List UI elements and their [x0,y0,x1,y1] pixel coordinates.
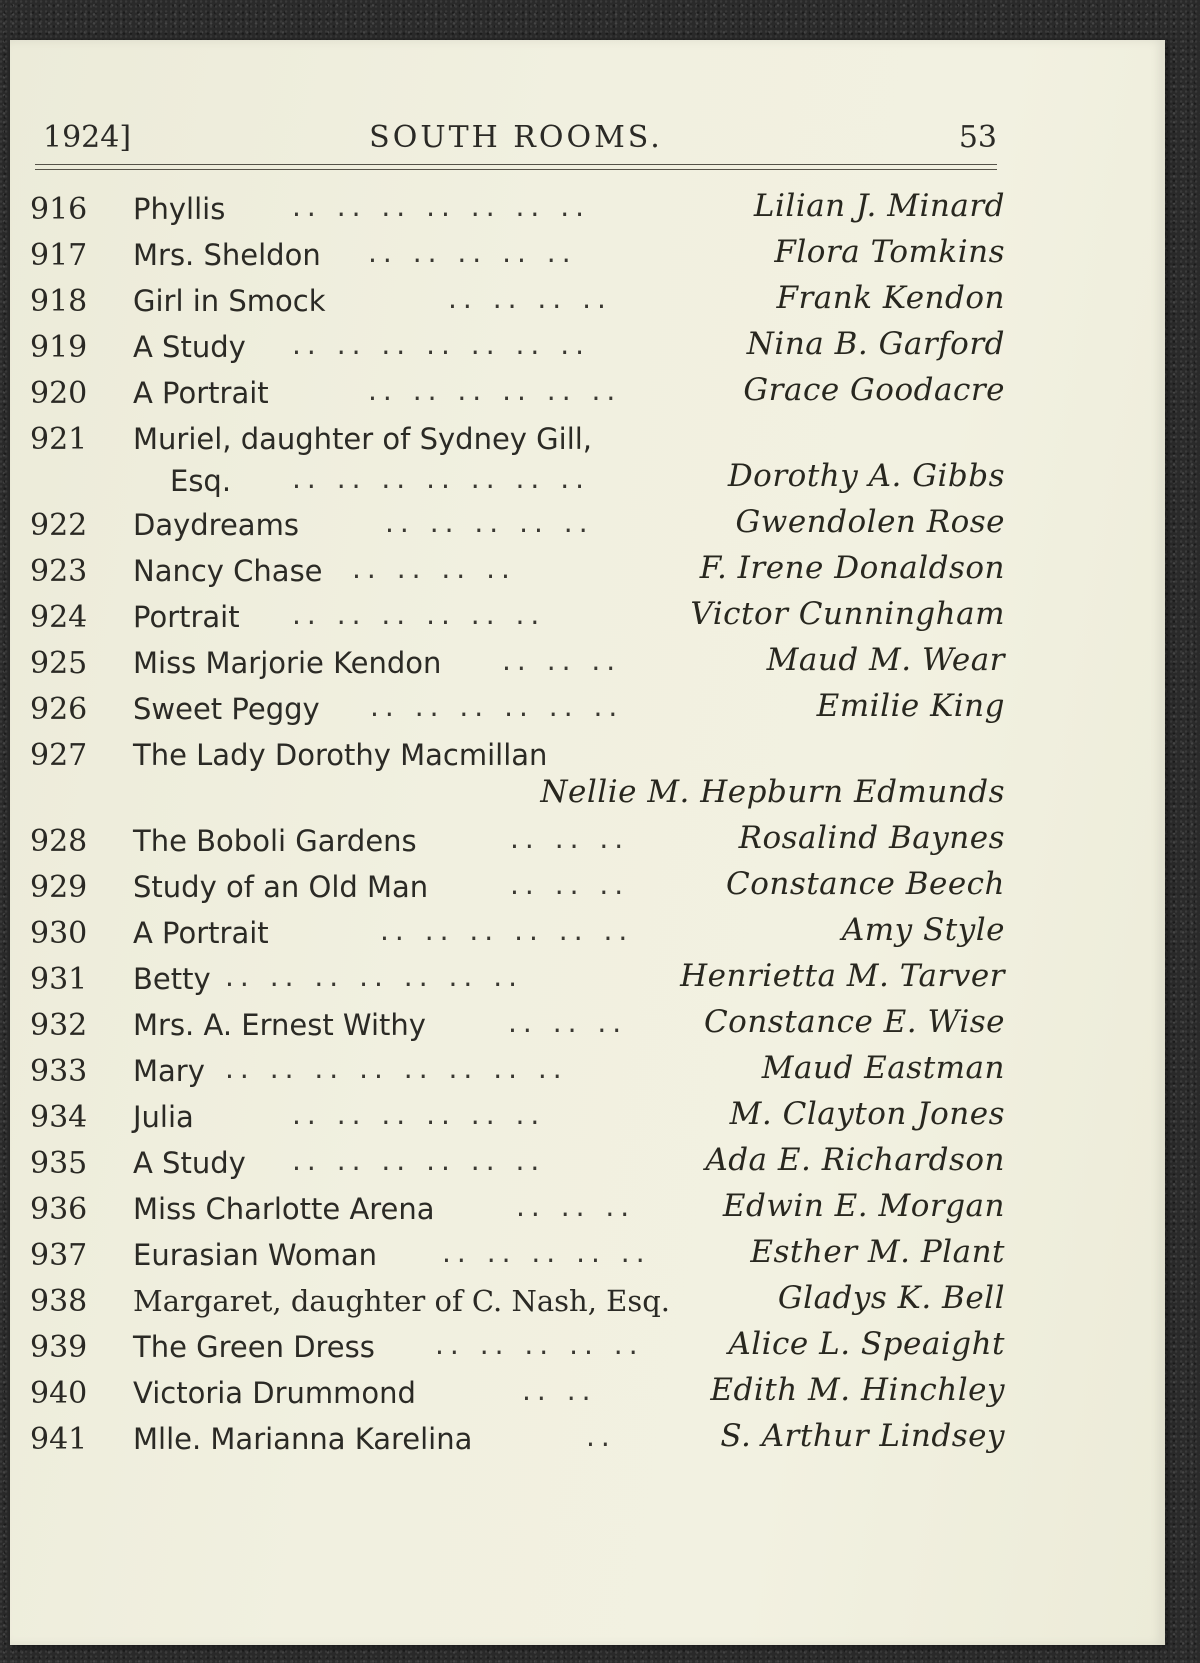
entry-number: 930 [30,916,88,951]
entry-artist: Maud Eastman [761,1050,1005,1086]
entry-title: Mlle. Marianna Karelina [133,1422,473,1456]
leader-dots: .. [586,1420,616,1453]
leader-dots: .. .. .. .. .. .. [368,374,622,407]
list-item [30,866,1005,912]
entry-title: Mary [133,1054,205,1088]
leader-dots: .. .. .. .. .. .. [380,914,634,947]
list-item [30,642,1005,688]
page-title: SOUTH ROOMS. [369,120,663,155]
list-item [30,1280,1005,1326]
entry-number: 939 [30,1330,88,1365]
leader-dots: .. .. .. .. .. [442,1236,651,1269]
entry-number: 924 [30,600,88,635]
list-item [30,326,1005,372]
entry-artist: Gwendolen Rose [735,504,1005,540]
entry-number: 938 [30,1284,88,1319]
entry-artist: Nellie M. Hepburn Edmunds [540,774,1005,810]
entry-artist: Emilie King [816,688,1005,724]
leader-dots: .. .. .. .. .. .. .. [292,328,591,361]
entry-number: 921 [30,422,88,457]
leader-dots: .. .. .. .. .. .. .. [292,462,591,495]
leader-dots: .. .. .. .. .. .. [292,1098,546,1131]
page-number: 53 [958,120,997,155]
entry-artist: Flora Tomkins [774,234,1005,270]
entry-number: 920 [30,376,88,411]
leader-dots: .. .. .. [502,644,622,677]
entry-title: The Boboli Gardens [133,824,417,858]
entry-number: 934 [30,1100,88,1135]
leader-dots: .. .. .. .. .. .. .. [225,960,524,993]
entry-list [30,188,1005,1464]
leader-dots: .. .. .. .. .. .. .. .. [225,1052,568,1085]
entry-artist: Edith M. Hinchley [710,1372,1005,1408]
leader-dots: .. .. .. .. .. [368,236,577,269]
leader-dots: .. .. .. [510,868,630,901]
list-item [30,1004,1005,1050]
list-item [30,596,1005,642]
leader-dots: .. .. [522,1374,597,1407]
entry-artist: Dorothy A. Gibbs [727,458,1005,494]
list-item [30,550,1005,596]
entry-title: A Study [133,330,246,364]
leader-dots: .. .. .. .. [448,282,612,315]
entry-artist: Ada E. Richardson [705,1142,1005,1178]
entry-artist: Alice L. Speaight [728,1326,1005,1362]
list-item [30,1050,1005,1096]
entry-title: Miss Marjorie Kendon [133,646,442,680]
entry-number: 918 [30,284,88,319]
entry-number: 931 [30,962,88,997]
list-item [30,1142,1005,1188]
leader-dots: .. .. .. .. .. .. [370,690,624,723]
entry-title: A Portrait [133,916,269,950]
leader-dots: .. .. .. [516,1190,636,1223]
list-item [30,820,1005,866]
entry-title: The Lady Dorothy Macmillan [133,738,548,772]
entry-artist: Nina B. Garford [746,326,1005,362]
entry-title: Phyllis [133,192,226,226]
entry-title: Sweet Peggy [133,692,320,726]
entry-title: Eurasian Woman [133,1238,378,1272]
leader-dots: .. .. .. .. .. [435,1328,644,1361]
header-rule-top [35,164,997,165]
entry-artist: M. Clayton Jones [729,1096,1005,1132]
entry-title: Daydreams [133,508,299,542]
entry-number: 937 [30,1238,88,1273]
list-item [30,1234,1005,1280]
entry-artist: S. Arthur Lindsey [720,1418,1005,1454]
list-item [30,234,1005,280]
entry-number: 941 [30,1422,88,1457]
entry-number: 928 [30,824,88,859]
entry-number: 922 [30,508,88,543]
entry-artist: Grace Goodacre [743,372,1005,408]
leader-dots: .. .. .. .. .. .. .. [292,190,591,223]
list-item [30,418,1005,504]
entry-title: The Green Dress [133,1330,375,1364]
entry-title: Study of an Old Man [133,870,429,904]
leader-dots: .. .. .. .. [352,552,516,585]
entry-number: 926 [30,692,88,727]
header-year: 1924] [43,120,132,155]
entry-artist: Amy Style [841,912,1005,948]
catalogue-page [10,40,1165,1645]
page-header [35,118,997,158]
entry-title: Portrait [133,600,240,634]
list-item [30,1326,1005,1372]
entry-number: 923 [30,554,88,589]
entry-artist: Constance Beech [725,866,1005,902]
entry-title: Muriel, daughter of Sydney Gill, [133,422,593,456]
entry-title: Mrs. A. Ernest Withy [133,1008,426,1042]
entry-number: 917 [30,238,88,273]
entry-number: 936 [30,1192,88,1227]
entry-number: 932 [30,1008,88,1043]
entry-artist: Lilian J. Minard [753,188,1005,224]
entry-title: Girl in Smock [133,284,326,318]
entry-number: 925 [30,646,88,681]
list-item [30,1188,1005,1234]
entry-title: Betty [133,962,211,996]
entry-number: 927 [30,738,88,773]
entry-artist: Edwin E. Morgan [722,1188,1005,1224]
list-item [30,280,1005,326]
entry-artist: Rosalind Baynes [738,820,1005,856]
entry-artist: Gladys K. Bell [777,1280,1005,1316]
list-item [30,688,1005,734]
leader-dots: .. .. .. .. .. [385,506,594,539]
entry-artist: Esther M. Plant [750,1234,1005,1270]
entry-number: 929 [30,870,88,905]
list-item [30,958,1005,1004]
entry-title: Victoria Drummond [133,1376,416,1410]
entry-title: Margaret, daughter of C. Nash, Esq. [133,1284,670,1318]
entry-artist: Constance E. Wise [703,1004,1005,1040]
leader-dots: .. .. .. [508,1006,628,1039]
entry-number: 940 [30,1376,88,1411]
leader-dots: .. .. .. .. .. .. [292,1144,546,1177]
entry-artist: Frank Kendon [776,280,1005,316]
leader-dots: .. .. .. [510,822,630,855]
entry-artist: Maud M. Wear [766,642,1005,678]
entry-title-continued: Esq. [170,464,232,498]
list-item [30,912,1005,958]
list-item [30,1372,1005,1418]
entry-title: Mrs. Sheldon [133,238,321,272]
list-item [30,1418,1005,1464]
list-item [30,372,1005,418]
entry-number: 916 [30,192,88,227]
leader-dots: .. .. .. .. .. .. [292,598,546,631]
entry-artist: Victor Cunningham [690,596,1005,632]
entry-title: A Portrait [133,376,269,410]
entry-number: 935 [30,1146,88,1181]
entry-artist: Henrietta M. Tarver [680,958,1005,994]
list-item [30,504,1005,550]
entry-number: 933 [30,1054,88,1089]
list-item [30,1096,1005,1142]
list-item [30,188,1005,234]
entry-title: Julia [133,1100,194,1134]
list-item [30,734,1005,820]
entry-number: 919 [30,330,88,365]
entry-title: Miss Charlotte Arena [133,1192,435,1226]
entry-title: A Study [133,1146,246,1180]
header-rule-bottom [35,169,997,170]
entry-title: Nancy Chase [133,554,323,588]
entry-artist: F. Irene Donaldson [699,550,1005,586]
